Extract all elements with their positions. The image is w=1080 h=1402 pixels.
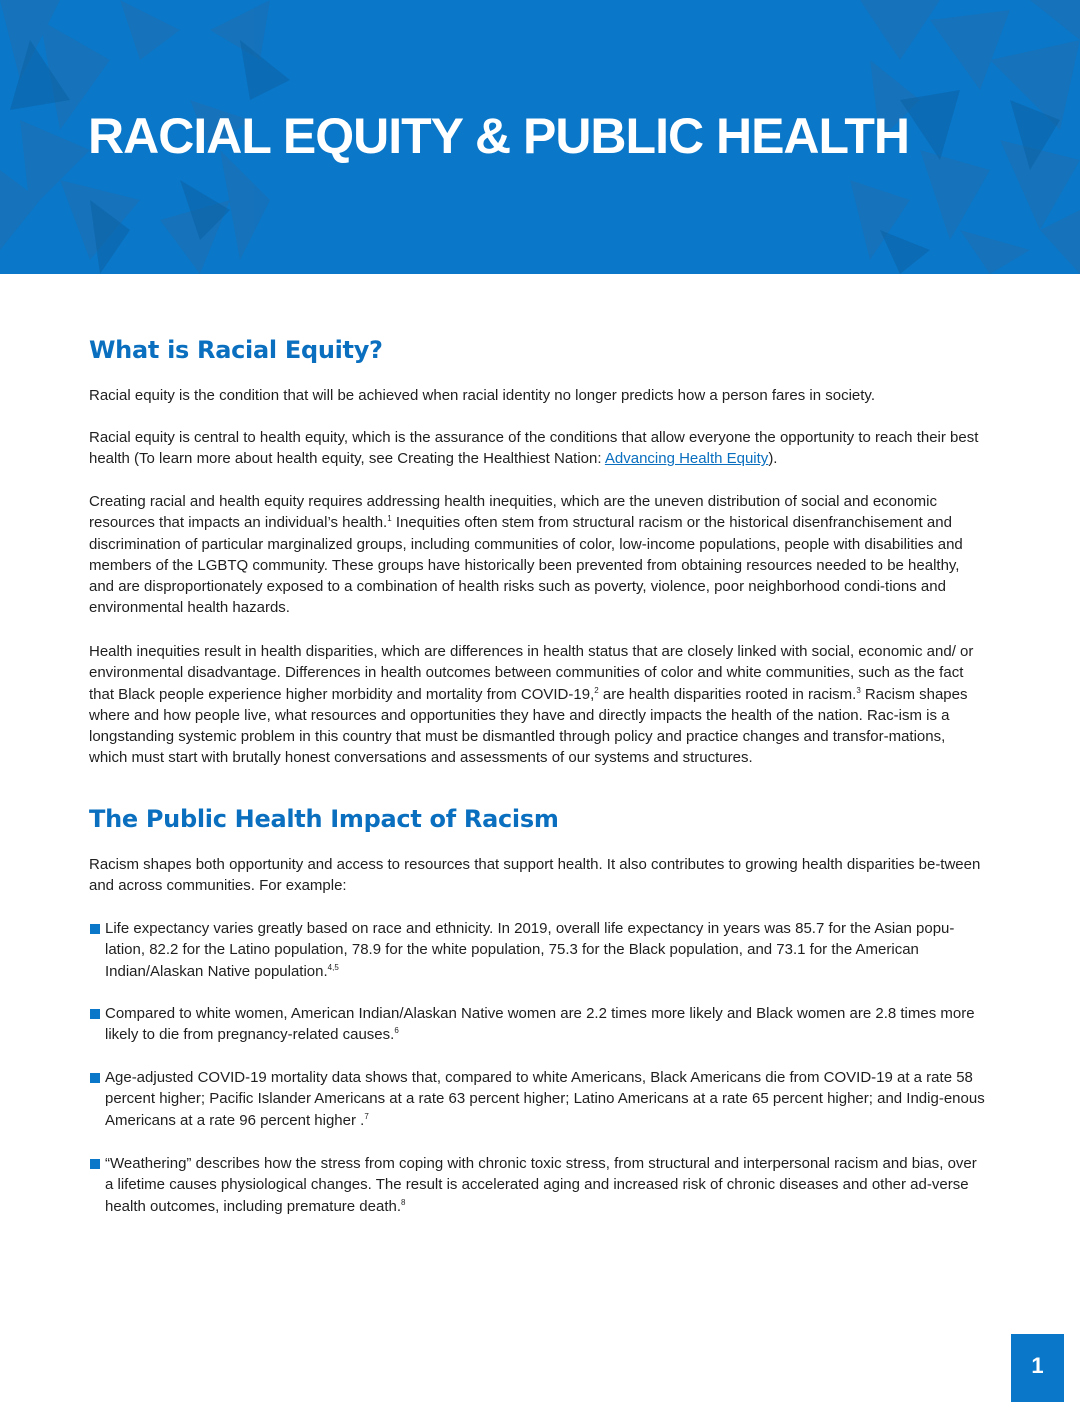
list-item: Life expectancy varies greatly based on race and ethnicity. In 2019, overall life expectancy in years was 85.7 for the Asian popu-lation, 82.2 for the Latino population, 78.9 for the white population, 75.3 for the Black population, and 73.1 for the American Indian/Alaskan Native population.$^{4,5}$: [89, 918, 989, 982]
footnote-ref: 3: [856, 685, 861, 695]
page-title: RACIAL EQUITY & PUBLIC HEALTH: [88, 108, 910, 164]
footnote-ref: 2: [594, 685, 599, 695]
page-number: 1: [1011, 1334, 1064, 1402]
bullet-square-icon: [90, 1073, 100, 1083]
paragraph-definition: Racial equity is the condition that will be achieved when racial identity no longer predicts how a person fares in society.: [89, 387, 875, 404]
section-heading-public-health-impact: The Public Health Impact of Racism: [89, 805, 559, 833]
advancing-health-equity-link[interactable]: Advancing Health Equity: [604, 450, 769, 468]
footnote-ref: 1: [387, 514, 392, 524]
section-heading-racial-equity: What is Racial Equity?: [89, 336, 383, 364]
list-item: Age-adjusted COVID-19 mortality data shows that, compared to white Americans, Black Americans die from COVID-19 at a rate 58 percent higher; Pacific Islander Americans at a rate 63 percent higher; Latino Americans at a rate 65 percent higher; and Indig-enous Americans at a rate 96 percent higher .$^7$: [89, 1067, 989, 1131]
paragraph-health-equity: Racial equity is central to health equity, which is the assurance of the conditions that allow everyone the opportunity to reach their best health (To learn more about health equity, see Creating the Healthiest Nation: Advancing Health Equity).: [89, 429, 979, 468]
header-banner: [0, 0, 1080, 274]
paragraph-health-disparities: Health inequities result in health disparities, which are differences in health status that are closely linked with social, economic and/ or environmental disadvantage. Differences in health outcomes between communities of color and white communities, such as the fact that Black people experience higher morbidity and mortality from COVID-19,$^2$ are health disparities rooted in racism.$^3$ Racism shapes where and how people live, what resources and opportunities they have and directly impacts the health of the nation. Rac-ism is a longstanding systemic problem in this country that must be dismantled through policy and practice changes and transfor-mations, which must start with brutally honest conversations and assessments of our systems and structures.: [89, 643, 974, 767]
bullet-square-icon: [90, 924, 100, 934]
paragraph-health-inequities: Creating racial and health equity requires addressing health inequities, which are the uneven distribution of social and economic resources that impacts an individual’s health.$^1$ Inequities often stem from structural racism or the historical disenfranchisement and discrimination of particular marginalized groups, including communities of color, low-income populations, people with disabilities and members of the LGBTQ community. These groups have historically been prevented from obtaining resources needed to be healthy, and are disproportionately exposed to a combination of health risks such as poverty, violence, poor neighborhood condi-tions and environmental health hazards.: [89, 493, 963, 617]
footnote-ref: 8: [401, 1197, 406, 1207]
bullet-square-icon: [90, 1159, 100, 1169]
footnote-ref: 4,5: [327, 962, 339, 972]
list-item: “Weathering” describes how the stress from coping with chronic toxic stress, from structural and interpersonal racism and bias, over a lifetime causes physiological changes. The result is accelerated aging and increased risk of chronic diseases and other ad-verse health outcomes, including premature death.$^8$: [89, 1153, 989, 1217]
list-item: Compared to white women, American Indian/Alaskan Native women are 2.2 times more likely and Black women are 2.8 times more likely to die from pregnancy-related causes.$^6$: [89, 1003, 989, 1046]
bullet-square-icon: [90, 1009, 100, 1019]
footnote-ref: 7: [364, 1111, 369, 1121]
paragraph-racism-intro: Racism shapes both opportunity and access to resources that support health. It also contributes to growing health disparities be-tween and across communities. For example:: [89, 856, 981, 895]
footnote-ref: 6: [394, 1026, 399, 1036]
